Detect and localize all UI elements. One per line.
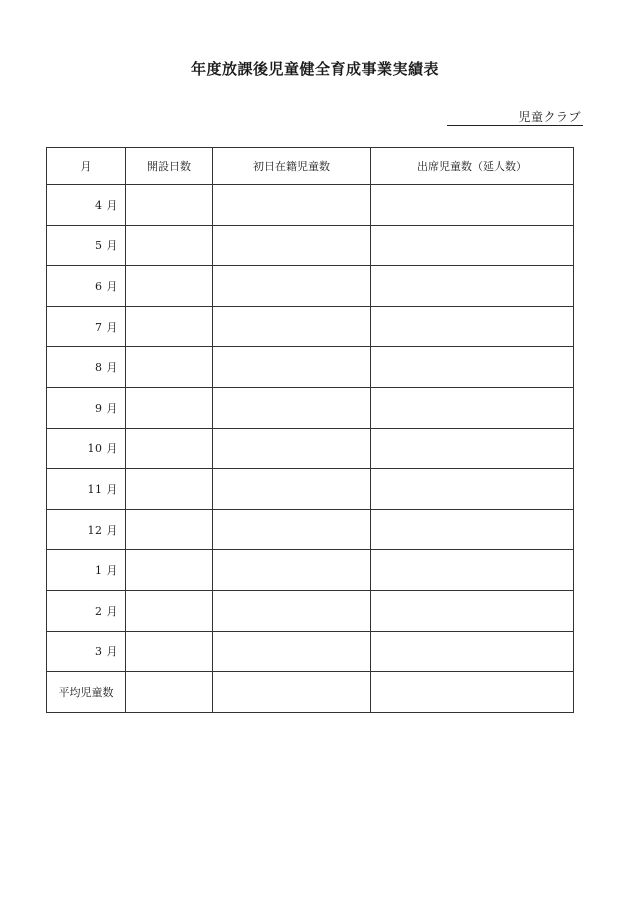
opening-days-cell[interactable] bbox=[126, 469, 213, 510]
table-row bbox=[47, 306, 574, 347]
opening-days-cell[interactable] bbox=[126, 347, 213, 388]
report-table bbox=[46, 147, 574, 713]
opening-days-cell[interactable] bbox=[126, 225, 213, 266]
first-day-enrollment-cell[interactable] bbox=[213, 428, 371, 469]
first-day-enrollment-cell[interactable] bbox=[213, 672, 371, 713]
attendance-cell[interactable] bbox=[371, 306, 574, 347]
first-day-enrollment-cell[interactable] bbox=[213, 509, 371, 550]
opening-days-cell[interactable] bbox=[126, 306, 213, 347]
header-attendance-total: 出席児童数（延人数） bbox=[371, 148, 574, 185]
club-name-field[interactable] bbox=[447, 109, 583, 126]
row-label: 11 月 bbox=[47, 469, 126, 510]
row-label: 12 月 bbox=[47, 509, 126, 550]
table-row bbox=[47, 550, 574, 591]
attendance-cell[interactable] bbox=[371, 225, 574, 266]
attendance-cell[interactable] bbox=[371, 672, 574, 713]
opening-days-cell[interactable] bbox=[126, 185, 213, 226]
attendance-cell[interactable] bbox=[371, 590, 574, 631]
first-day-enrollment-cell[interactable] bbox=[213, 590, 371, 631]
row-label: 1 月 bbox=[47, 550, 126, 591]
table-row bbox=[47, 387, 574, 428]
first-day-enrollment-cell[interactable] bbox=[213, 306, 371, 347]
table-row bbox=[47, 347, 574, 388]
row-label: 8 月 bbox=[47, 347, 126, 388]
opening-days-cell[interactable] bbox=[126, 631, 213, 672]
row-label: 9 月 bbox=[47, 387, 126, 428]
first-day-enrollment-cell[interactable] bbox=[213, 225, 371, 266]
attendance-cell[interactable] bbox=[371, 469, 574, 510]
attendance-cell[interactable] bbox=[371, 266, 574, 307]
row-label: 7 月 bbox=[47, 306, 126, 347]
first-day-enrollment-cell[interactable] bbox=[213, 550, 371, 591]
club-name-label: 児童クラブ bbox=[518, 110, 581, 124]
attendance-cell[interactable] bbox=[371, 387, 574, 428]
header-row bbox=[47, 148, 574, 185]
first-day-enrollment-cell[interactable] bbox=[213, 347, 371, 388]
opening-days-cell[interactable] bbox=[126, 672, 213, 713]
average-row bbox=[47, 672, 574, 713]
first-day-enrollment-cell[interactable] bbox=[213, 387, 371, 428]
table-row bbox=[47, 266, 574, 307]
table-row bbox=[47, 631, 574, 672]
first-day-enrollment-cell[interactable] bbox=[213, 631, 371, 672]
attendance-cell[interactable] bbox=[371, 550, 574, 591]
table-row bbox=[47, 509, 574, 550]
first-day-enrollment-cell[interactable] bbox=[213, 185, 371, 226]
document-title: 年度放課後児童健全育成事業実績表 bbox=[190, 60, 439, 78]
attendance-cell[interactable] bbox=[371, 631, 574, 672]
table-row bbox=[47, 225, 574, 266]
row-label-average: 平均児童数 bbox=[47, 672, 126, 713]
table-row bbox=[47, 185, 574, 226]
row-label: 3 月 bbox=[47, 631, 126, 672]
opening-days-cell[interactable] bbox=[126, 590, 213, 631]
header-month: 月 bbox=[47, 148, 126, 185]
opening-days-cell[interactable] bbox=[126, 387, 213, 428]
row-label: 5 月 bbox=[47, 225, 126, 266]
table-row bbox=[47, 469, 574, 510]
table-row bbox=[47, 428, 574, 469]
opening-days-cell[interactable] bbox=[126, 266, 213, 307]
row-label: 4 月 bbox=[47, 185, 126, 226]
opening-days-cell[interactable] bbox=[126, 509, 213, 550]
row-label: 6 月 bbox=[47, 266, 126, 307]
attendance-cell[interactable] bbox=[371, 509, 574, 550]
opening-days-cell[interactable] bbox=[126, 550, 213, 591]
row-label: 2 月 bbox=[47, 590, 126, 631]
attendance-cell[interactable] bbox=[371, 428, 574, 469]
opening-days-cell[interactable] bbox=[126, 428, 213, 469]
row-label: 10 月 bbox=[47, 428, 126, 469]
table-row bbox=[47, 590, 574, 631]
first-day-enrollment-cell[interactable] bbox=[213, 469, 371, 510]
attendance-cell[interactable] bbox=[371, 185, 574, 226]
header-first-day-enrollment: 初日在籍児童数 bbox=[213, 148, 371, 185]
attendance-cell[interactable] bbox=[371, 347, 574, 388]
header-opening-days: 開設日数 bbox=[126, 148, 213, 185]
first-day-enrollment-cell[interactable] bbox=[213, 266, 371, 307]
